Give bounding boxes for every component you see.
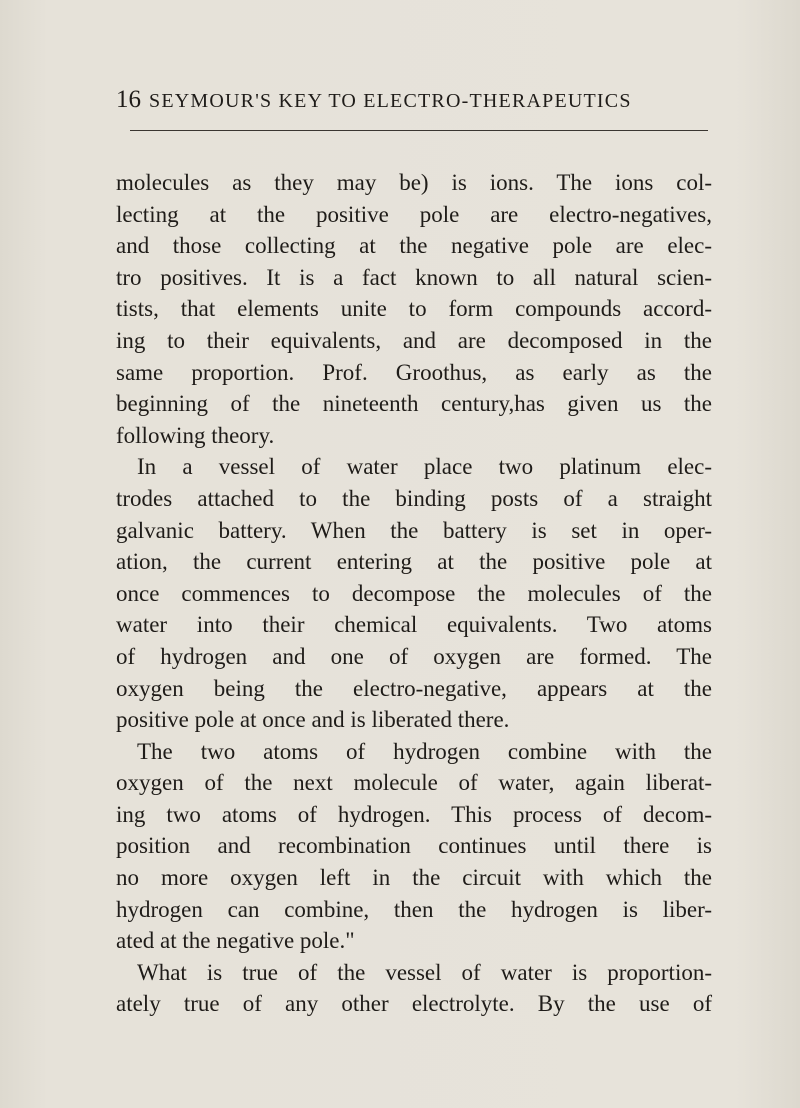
text-line: galvanic battery. When the battery is set in oper- (116, 517, 712, 543)
text-line: positive pole at once and is liberated there. (116, 707, 510, 733)
text-line: ated at the negative pole." (116, 928, 355, 954)
text-line: following theory. (116, 422, 275, 448)
text-line: What is true of the vessel of water is proportion- (137, 959, 712, 985)
text-line: hydrogen can combine, then the hydrogen is liber- (116, 896, 712, 922)
running-title: SEYMOUR'S KEY TO ELECTRO-THERAPEUTICS (149, 90, 632, 112)
text-line: oxygen being the electro-negative, appears at the (116, 675, 712, 701)
text-line: and those collecting at the negative pole are elec- (116, 233, 712, 259)
running-header (116, 86, 696, 116)
text-line: In a vessel of water place two platinum elec- (137, 454, 712, 480)
page-number: 16 (116, 86, 141, 113)
body-text (116, 167, 712, 1020)
text-line: ing to their equivalents, and are decomposed in the (116, 327, 712, 353)
text-line: once commences to decompose the molecules of the (116, 580, 712, 606)
text-line: tro positives. It is a fact known to all natural scien- (116, 264, 712, 290)
text-line: same proportion. Prof. Groothus, as early as the (116, 359, 712, 385)
text-line: ately true of any other electrolyte. By the use of (116, 991, 712, 1017)
header-rule (130, 130, 708, 131)
text-line: of hydrogen and one of oxygen are formed. The (116, 643, 712, 669)
text-line: trodes attached to the binding posts of a straight (116, 485, 712, 511)
text-line: tists, that elements unite to form compounds accord- (116, 296, 712, 322)
text-line: position and recombination continues until there is (116, 833, 712, 859)
text-line: beginning of the nineteenth century,has given us the (116, 391, 712, 417)
text-line: ation, the current entering at the positive pole at (116, 549, 712, 575)
text-line: oxygen of the next molecule of water, again liberat- (116, 770, 712, 796)
text-line: lecting at the positive pole are electro-negatives, (116, 201, 712, 227)
text-line: The two atoms of hydrogen combine with the (137, 738, 712, 764)
text-line: no more oxygen left in the circuit with which the (116, 865, 712, 891)
text-line: molecules as they may be) is ions. The ions col- (116, 170, 712, 195)
text-line: water into their chemical equivalents. Two atoms (116, 612, 712, 638)
text-line: ing two atoms of hydrogen. This process of decom- (116, 801, 712, 827)
